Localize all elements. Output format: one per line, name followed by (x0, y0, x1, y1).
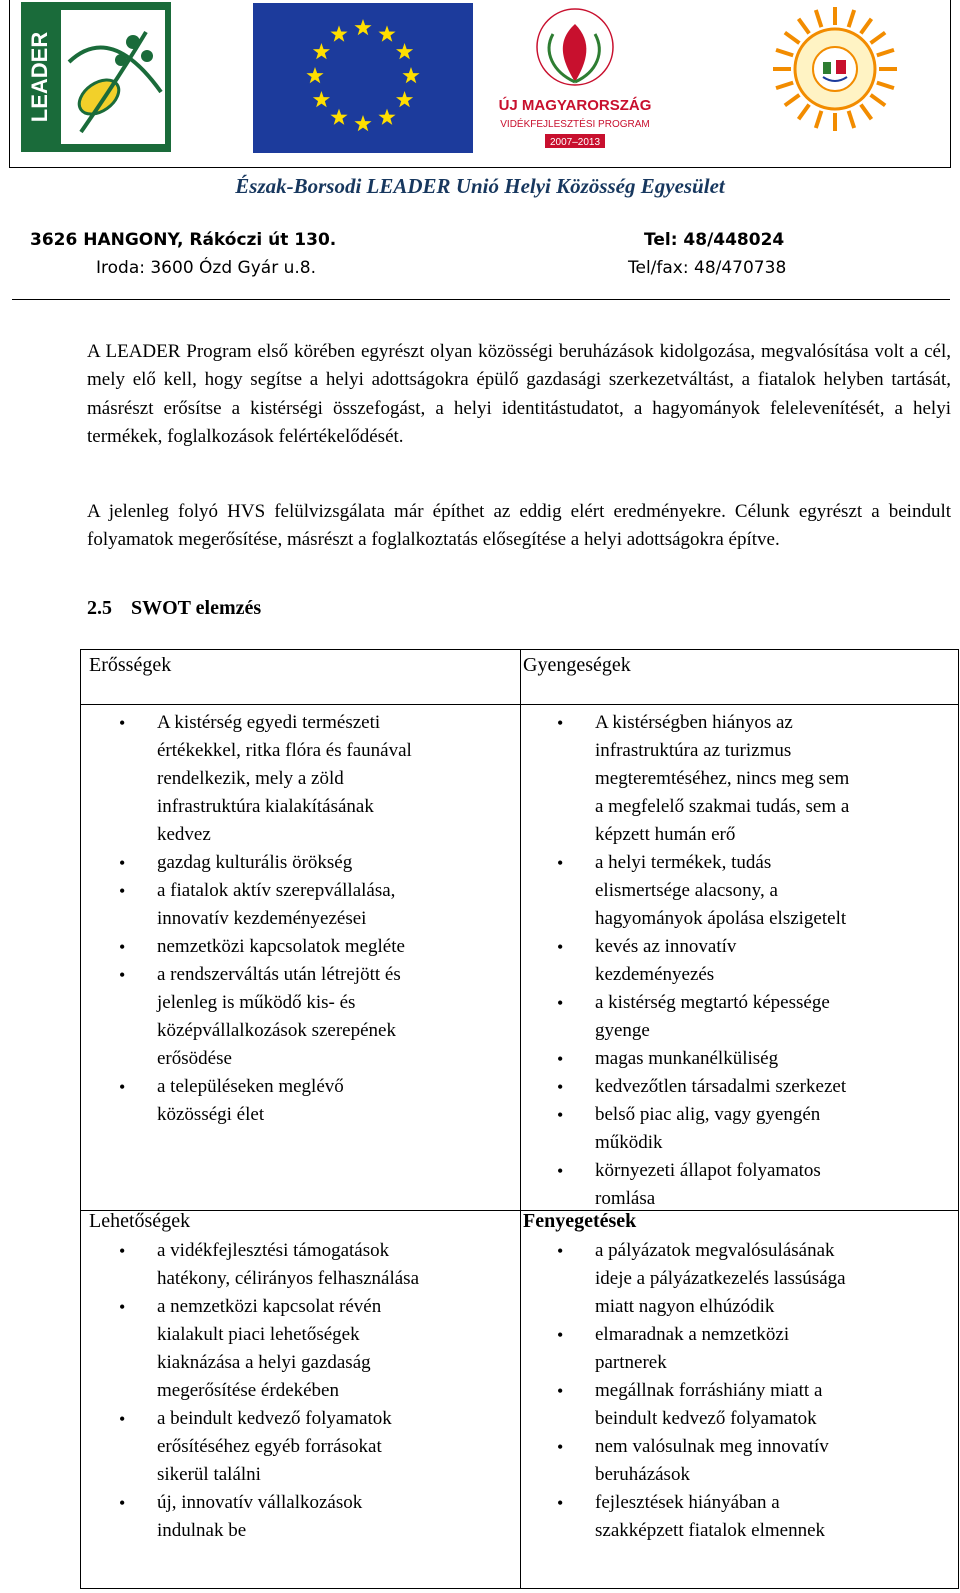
section-number: 2.5 (87, 597, 112, 619)
sun-ray-icon (776, 83, 793, 89)
list-item: • a rendszerváltás után létrejött és jelenleg is működő kis- és középvállalkozások szerepének erősödése (111, 961, 419, 1073)
eu-star-icon (354, 19, 371, 35)
sun-ray-icon (799, 105, 810, 120)
sun-ray-icon (785, 33, 800, 44)
intro-paragraph: A LEADER Program első körében egyrészt olyan közösségi beruházások kidolgozása, megvalósítása volt a cél, mely elő kell, hogy segítse a helyi adottságokra épülő gazdasági szerkezetváltást, a fiatalok helyben tartását, másrészt erősítse a kistérségi összefogást, a helyi identitástudatot, a hagyományok felelevenítését, a helyi termékek, foglalkozások felértékelődését. (87, 341, 951, 448)
list-item: • gazdag kulturális örökség (111, 849, 419, 877)
list-item: • A kistérség egyedi természeti értékekkel, ritka flóra és faunával rendelkezik, mely a zöld infrastruktúra kialakításának kedvez (111, 709, 419, 849)
eu-star-icon (306, 67, 323, 83)
list-item: • nem valósulnak meg innovatív beruházások (549, 1433, 857, 1489)
sun-ray-icon (871, 33, 886, 44)
sun-ray-icon (785, 95, 800, 106)
local-sun-logo (768, 2, 902, 152)
list-item: • a nemzetközi kapcsolat révén kialakult piaci lehetőségek kiaknázása a helyi gazdaság megerősítése érdekében (111, 1293, 419, 1405)
eu-star-icon (378, 25, 395, 41)
eu-star-icon (402, 67, 419, 83)
eu-star-icon (330, 25, 347, 41)
sun-ray-icon (849, 111, 855, 128)
list-item: • környezeti állapot folyamatos romlása (549, 1157, 857, 1213)
list-item: • A kistérségben hiányos az infrastruktúra az turizmus megteremtéséhez, nincs meg sem a megfelelő szakmai tudás, sem a képzett humán erő (549, 709, 857, 849)
eu-star-icon (313, 43, 330, 59)
header-divider (12, 299, 950, 300)
sun-ray-icon (776, 50, 793, 56)
umvp-subtitle: VIDÉKFEJLESZTÉSI PROGRAM (500, 119, 650, 130)
sun-ray-icon (799, 19, 810, 34)
sun-ray-icon (849, 10, 855, 27)
threats-list (549, 1237, 857, 1545)
leader-logo-text: LEADER (27, 31, 52, 123)
sun-ray-icon (877, 50, 894, 56)
threats-heading: Fenyegetések (523, 1210, 637, 1232)
sun-ray-icon (871, 95, 886, 106)
list-item: • a településeken meglévő közösségi élet (111, 1073, 419, 1129)
office-address: Iroda: 3600 Ózd Gyár u.8. (96, 258, 316, 278)
opportunities-list (111, 1237, 419, 1545)
list-item: • a vidékfejlesztési támogatások hatékony, célirányos felhasználása (111, 1237, 419, 1293)
sun-ray-icon (861, 19, 872, 34)
list-item: • a beindult kedvező folyamatok erősítéséhez egyéb forrásokat sikerül találni (111, 1405, 419, 1489)
strengths-heading: Erősségek (89, 654, 172, 676)
list-item: • a pályázatok megvalósulásának ideje a pályázatkezelés lassúsága miatt nagyon elhúzódik (549, 1237, 857, 1321)
logo-bar (9, 0, 951, 168)
umvp-logo (493, 2, 658, 152)
weaknesses-list (549, 709, 857, 1213)
section-title: SWOT elemzés (131, 597, 262, 619)
telephone: Tel: 48/448024 (644, 230, 785, 250)
list-item: • a fiatalok aktív szerepvállalása, innovatív kezdeményezései (111, 877, 419, 933)
opportunities-cell (81, 1237, 419, 1545)
eu-star-icon (378, 109, 395, 125)
list-item: • a helyi termékek, tudás elismertsége alacsony, a hagyományok ápolása elszigetelt (549, 849, 857, 933)
list-item: • nemzetközi kapcsolatok megléte (111, 933, 419, 961)
swot-row-divider (81, 1210, 958, 1211)
list-item: • kevés az innovatív kezdeményezés (549, 933, 857, 989)
list-item: • belső piac alig, vagy gyengén működik (549, 1101, 857, 1157)
eu-star-icon (396, 43, 413, 59)
threats-cell (519, 1237, 857, 1545)
sun-ray-icon (877, 83, 894, 89)
sun-ray-icon (816, 10, 822, 27)
weaknesses-cell (519, 704, 857, 1213)
list-item: • fejlesztések hiányában a szakképzett fiatalok elmennek (549, 1489, 857, 1545)
eu-flag-logo (253, 3, 473, 153)
telefax: Tel/fax: 48/470738 (628, 258, 787, 278)
list-item: • új, innovatív vállalkozások indulnak be (111, 1489, 419, 1545)
eu-star-icon (354, 115, 371, 131)
eu-star-icon (396, 91, 413, 107)
strengths-list (111, 709, 419, 1129)
weaknesses-heading: Gyengeségek (523, 654, 631, 676)
list-item: • magas munkanélküliség (549, 1045, 857, 1073)
sun-ray-icon (816, 111, 822, 128)
list-item: • a kistérség megtartó képessége gyenge (549, 989, 857, 1045)
list-item: • megállnak forráshiány miatt a beindult kedvező folyamatok (549, 1377, 857, 1433)
goal-paragraph: A jelenleg folyó HVS felülvizsgálata már építhet az eddig elért eredményekre. Célunk egyrészt a beindult folyamatok megerősítése, másrészt a foglalkoztatás elősegítése a helyi adottságokra építve. (87, 501, 951, 551)
sun-ray-icon (861, 105, 872, 120)
opportunities-heading: Lehetőségek (89, 1210, 191, 1232)
swot-table (80, 649, 959, 1589)
eu-star-icon (313, 91, 330, 107)
list-item: • kedvezőtlen társadalmi szerkezet (549, 1073, 857, 1101)
address-line: 3626 HANGONY, Rákóczi út 130. (30, 230, 337, 250)
list-item: • elmaradnak a nemzetközi partnerek (549, 1321, 857, 1377)
umvp-years: 2007–2013 (549, 137, 601, 148)
section-heading (87, 597, 261, 620)
umvp-title: ÚJ MAGYARORSZÁG (498, 97, 652, 114)
eu-star-icon (330, 109, 347, 125)
strengths-cell (81, 704, 419, 1129)
leader-logo (21, 2, 171, 152)
organization-title: Észak-Borsodi LEADER Unió Helyi Közösség Egyesület (235, 174, 725, 198)
